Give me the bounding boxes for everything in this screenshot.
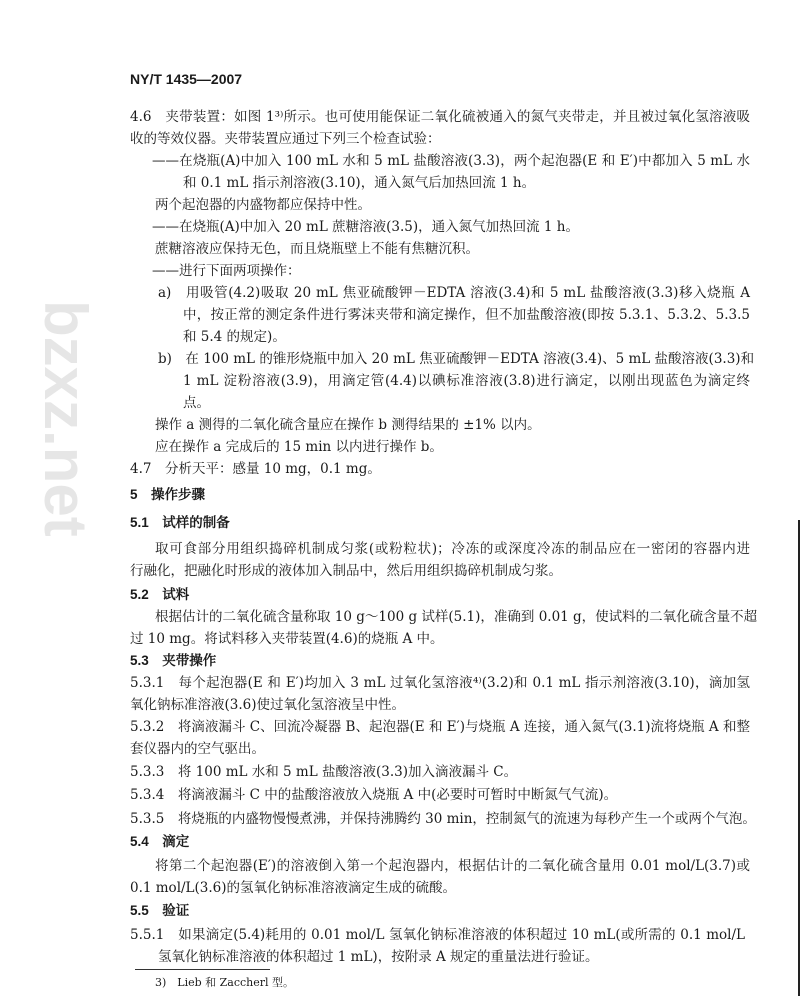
text-line: a) 用吸管(4.2)吸取 20 mL 焦亚硫酸钾－EDTA 溶液(3.4)和 5 mL 盐酸溶液(3.3)移入烧瓶 A [158, 285, 750, 301]
text-line: 和 0.1 mL 指示剂溶液(3.10)，通入氮气后加热回流 1 h。 [183, 175, 536, 191]
text-line: 过 10 mg。将试料移入夹带装置(4.6)的烧瓶 A 中。 [130, 631, 444, 647]
text-line: 氧化钠标准溶液(3.6)使过氧化氢溶液呈中性。 [130, 697, 406, 713]
text-line: 5.3.3 将 100 mL 水和 5 mL 盐酸溶液(3.3)加入滴液漏斗 C。 [130, 764, 518, 780]
text-line: 4.6 夹带装置：如图 1³⁾所示。也可使用能保证二氧化硫被通入的氮气夹带走，并且被过氧化氢溶液吸 [130, 109, 750, 125]
text-line: 操作 a 测得的二氧化硫含量应在操作 b 测得结果的 ±1% 以内。 [155, 417, 541, 433]
text-line: 蔗糖溶液应保持无色，而且烧瓶壁上不能有焦糖沉积。 [155, 241, 479, 257]
section-heading: 5.3 夹带操作 [130, 653, 217, 668]
text-line: 收的等效仪器。夹带装置应通过下列三个检查试验： [130, 131, 441, 147]
text-line: 5.3.1 每个起泡器(E 和 E′)均加入 3 mL 过氧化氢溶液⁴⁾(3.2)和 0.1 mL 指示剂溶液(3.10)，滴加氢 [130, 675, 750, 691]
text-line: 0.1 mol/L(3.6)的氢氧化钠标准溶液滴定生成的硫酸。 [130, 880, 457, 896]
text-line: 和 5.4 的规定)。 [183, 329, 286, 345]
footnote-divider [135, 969, 270, 970]
text-line: 1 mL 淀粉溶液(3.9)，用滴定管(4.4)以碘标准溶液(3.8)进行滴定，以刚出现蓝色为滴定终 [183, 373, 750, 389]
page-header: NY/T 1435—2007 [130, 71, 243, 87]
text-line: 取可食部分用组织捣碎机制成匀浆(或粉粒状)；冷冻的或深度冷冻的制品应在一密闭的容器内进 [155, 541, 750, 557]
section-heading: 5.2 试料 [130, 587, 190, 602]
text-line: 中，按正常的测定条件进行雾沫夹带和滴定操作，但不加盐酸溶液(即按 5.3.1、5.3.2、5.3.5 [183, 307, 750, 323]
text-line: ——在烧瓶(A)中加入 20 mL 蔗糖溶液(3.5)，通入氮气加热回流 1 h。 [152, 219, 579, 235]
text-line: 4.7 分析天平：感量 10 mg，0.1 mg。 [130, 461, 381, 477]
text-line: 根据估计的二氧化硫含量称取 10 g～100 g 试样(5.1)，准确到 0.01 g，使试料的二氧化硫含量不超 [155, 609, 758, 625]
text-line: 应在操作 a 完成后的 15 min 以内进行操作 b。 [155, 439, 443, 455]
text-line: 5.5.1 如果滴定(5.4)耗用的 0.01 mol/L 氢氧化钠标准溶液的体积超过 10 mL(或所需的 0.1 mol/L [130, 927, 745, 943]
footnote: 3) Lieb 和 Zaccherl 型。 [155, 976, 295, 989]
text-line: 两个起泡器的内盛物都应保持中性。 [155, 197, 371, 213]
section-heading: 5 操作步骤 [130, 487, 206, 502]
text-line: b) 在 100 mL 的锥形烧瓶中加入 20 mL 焦亚硫酸钾－EDTA 溶液(3.4)、5 mL 盐酸溶液(3.3)和 [158, 351, 755, 367]
text-line: 将第二个起泡器(E′)的溶液倒入第一个起泡器内，根据估计的二氧化硫含量用 0.01 mol/L(3.7)或 [155, 858, 750, 874]
section-heading: 5.1 试样的制备 [130, 515, 230, 530]
text-line: ——在烧瓶(A)中加入 100 mL 水和 5 mL 盐酸溶液(3.3)，两个起泡器(E 和 E′)中都加入 5 mL 水 [152, 153, 750, 169]
text-line: 套仪器内的空气驱出。 [130, 741, 265, 757]
section-heading: 5.4 滴定 [130, 834, 190, 849]
text-line: 5.3.4 将滴液漏斗 C 中的盐酸溶液放入烧瓶 A 中(必要时可暂时中断氮气气流)。 [130, 787, 618, 803]
text-line: 行融化，把融化时形成的液体加入制品中，然后用组织捣碎机制成匀浆。 [130, 563, 562, 579]
text-line: 点。 [183, 395, 210, 411]
text-line: 氢氧化钠标准溶液的体积超过 1 mL)，按附录 A 规定的重量法进行验证。 [158, 949, 599, 965]
section-heading: 5.5 验证 [130, 903, 190, 918]
text-line: 5.3.5 将烧瓶的内盛物慢慢煮沸，并保持沸腾约 30 min，控制氮气的流速为每秒产生一个或两个气泡。 [130, 811, 756, 827]
text-line: ——进行下面两项操作： [152, 263, 301, 279]
text-line: 5.3.2 将滴液漏斗 C、回流冷凝器 B、起泡器(E 和 E′)与烧瓶 A 连接，通入氮气(3.1)流将烧瓶 A 和整 [130, 719, 750, 735]
watermark: bzxz.net [32, 300, 99, 537]
